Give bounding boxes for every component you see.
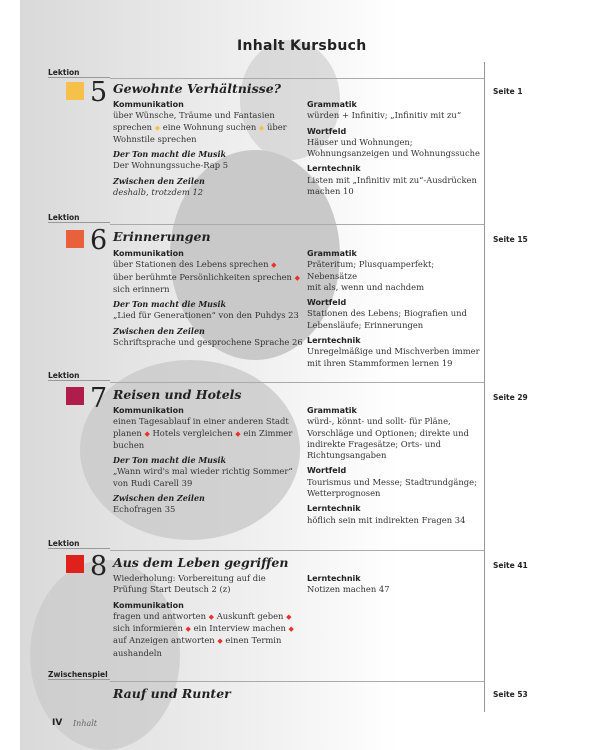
section-rule [110,681,484,682]
content-line: Listen mit „Infinitiv mit zu“-Ausdrücken [307,174,477,185]
lektion-label: Lektion [48,371,80,380]
content-line: über Wünsche, Träume und Fantasien [113,110,275,121]
content-line: Vorschläge und Optionen; direkte und [307,427,469,438]
content-line: höflich sein mit indirekten Fragen 34 [307,514,466,525]
bullet-diamond-icon: ◆ [286,612,292,621]
content-line: aushandeln [113,647,162,658]
bullet-diamond-icon: ◆ [154,123,161,132]
zwischenspiel-title: Rauf und Runter [113,686,231,701]
content-line: Stationen des Lebens; Biografien und [307,308,467,319]
section-heading: Kommunikation [113,600,184,610]
content-line: Richtungsangaben [307,450,387,461]
bullet-diamond-icon: ◆ [258,123,265,132]
subsection-heading: Der Ton macht die Musik [113,455,227,466]
content-line: würden + Infinitiv; „Infinitiv mit zu“ [307,110,462,121]
section-heading: Wortfeld [307,466,347,476]
zwischenspiel-divider [48,679,110,680]
content-line: fragen und antworten ◆ Auskunft geben ◆ [113,610,292,621]
lektion-label: Lektion [48,213,80,222]
content-line: Unregelmäßige und Mischverben immer [307,346,480,357]
lesson-6-right [307,248,482,369]
content-line: von Rudi Carell 39 [113,477,193,488]
section-rule [110,78,484,79]
bullet-diamond-icon: ◆ [185,625,191,634]
subsection-heading: Der Ton macht die Musik [113,299,227,310]
lesson-7-color-square [66,387,84,405]
bullet-diamond-icon: ◆ [208,612,215,621]
bullet-diamond-icon: ◆ [235,429,241,438]
content-line: Präteritum; Plusquamperfekt; Nebensätze [307,259,435,281]
lektion-divider [48,222,110,223]
subsection-heading: Der Ton macht die Musik [113,149,227,160]
content-line: Wohnstile sprechen [113,133,197,144]
bullet-diamond-icon: ◆ [288,625,294,634]
lesson-7-left [113,405,303,516]
section-heading: Wortfeld [307,298,347,308]
content-line: machen 10 [307,186,354,197]
page-title: Inhalt Kursbuch [237,38,367,54]
lesson-8-page: Seite 41 [493,561,528,570]
content-line: „Wann wird's mal wieder richtig Sommer“ [113,466,293,477]
lektion-label: Lektion [48,539,80,548]
content-line: indirekte Fragesätze; Orts- und [307,438,441,449]
section-heading: Lerntechnik [307,164,361,174]
section-heading: Lerntechnik [307,336,361,346]
section-heading: Kommunikation [113,100,184,109]
lesson-5-number: 5 [90,77,108,108]
section-heading: Wortfeld [307,126,347,136]
content-line: planen ◆ Hotels vergleichen ◆ ein Zimmer [113,427,293,438]
section-heading: Grammatik [307,100,357,109]
lesson-5-page: Seite 1 [493,87,523,96]
section-heading: Kommunikation [113,406,184,415]
content-line: Lebensläufe; Erinnerungen [307,319,424,330]
subsection-heading: Zwischen den Zeilen [113,493,205,504]
content-line: über Stationen des Lebens sprechen ◆ [113,259,277,270]
subsection-heading: Zwischen den Zeilen [113,325,205,336]
bullet-diamond-icon: ◆ [294,273,300,282]
lesson-5-color-square [66,82,84,100]
content-line: Wiederholung: Vorbereitung auf die [113,573,266,583]
content-line: über berühmte Persönlichkeiten sprechen ◆ [113,271,300,282]
lesson-8-left [113,573,303,659]
lektion-label: Lektion [48,68,80,77]
bullet-diamond-icon: ◆ [271,261,277,270]
content-line: Schriftsprache und gesprochene Sprache 26 [113,337,303,348]
content-line: mit ihren Stammformen lernen 19 [307,357,453,368]
content-line: Häuser und Wohnungen; [307,136,413,147]
footer-label: Inhalt [73,719,98,728]
lektion-divider [48,548,110,549]
lesson-8-number: 8 [90,551,108,582]
section-heading: Lerntechnik [307,504,361,514]
lesson-5-title: Gewohnte Verhältnisse? [113,81,281,96]
content-line: auf Anzeigen antworten ◆ einen Termin [113,635,282,646]
content-line: Echofragen 35 [113,504,176,515]
lesson-6-title: Erinnerungen [113,229,211,244]
lesson-8-title: Aus dem Leben gegriffen [113,555,289,570]
content-line: Tourismus und Messe; Stadtrundgänge; [307,476,477,487]
footer-page-number: IV [52,718,63,728]
content-line: Der Wohnungssuche-Rap 5 [113,160,229,171]
content-line: würd-, könnt- und sollt- für Pläne, [307,416,451,427]
content-line: sprechen ◆ eine Wohnung suchen ◆ über [113,121,287,132]
lesson-5-right [307,99,482,197]
subsection-heading: Zwischen den Zeilen [113,175,205,186]
content-line: Notizen machen 47 [307,584,390,595]
section-rule [110,224,484,225]
section-heading: Grammatik [307,249,357,258]
section-rule [110,550,484,551]
content-line: Prüfung Start Deutsch 2 (z) [113,584,231,595]
zwischenspiel-label: Zwischenspiel [48,670,108,679]
lesson-8-color-square [66,555,84,573]
lesson-6-number: 6 [90,225,108,256]
lesson-5-left [113,99,303,198]
content-line: sich informieren ◆ ein Interview machen ◆ [113,623,294,634]
bullet-diamond-icon: ◆ [217,637,223,646]
section-heading: Grammatik [307,406,357,415]
content-line: deshalb, trotzdem 12 [113,187,204,198]
lesson-7-right [307,405,482,526]
content-line: einen Tagesablauf in einer anderen Stadt [113,416,289,427]
lesson-7-number: 7 [90,383,108,414]
lesson-6-color-square [66,230,84,248]
lesson-6-page: Seite 15 [493,235,528,244]
lesson-6-left [113,248,303,348]
content-line: Wetterprognosen [307,488,381,499]
content-line: „Lied für Generationen“ von den Puhdys 23 [113,310,299,321]
content-line: buchen [113,439,145,450]
lesson-7-title: Reisen und Hotels [113,387,242,402]
section-heading: Kommunikation [113,249,184,258]
page-column-divider [484,62,485,712]
section-rule [110,382,484,383]
zwischenspiel-page: Seite 53 [493,690,528,699]
content-line: mit als, wenn und nachdem [307,281,425,292]
lesson-8-right [307,573,482,596]
bullet-diamond-icon: ◆ [144,429,150,438]
content-line: Wohnungsanzeigen und Wohnungssuche [307,148,480,159]
section-heading: Lerntechnik [307,574,361,583]
lesson-7-page: Seite 29 [493,393,528,402]
lektion-divider [48,380,110,381]
content-line: sich erinnern [113,283,170,294]
